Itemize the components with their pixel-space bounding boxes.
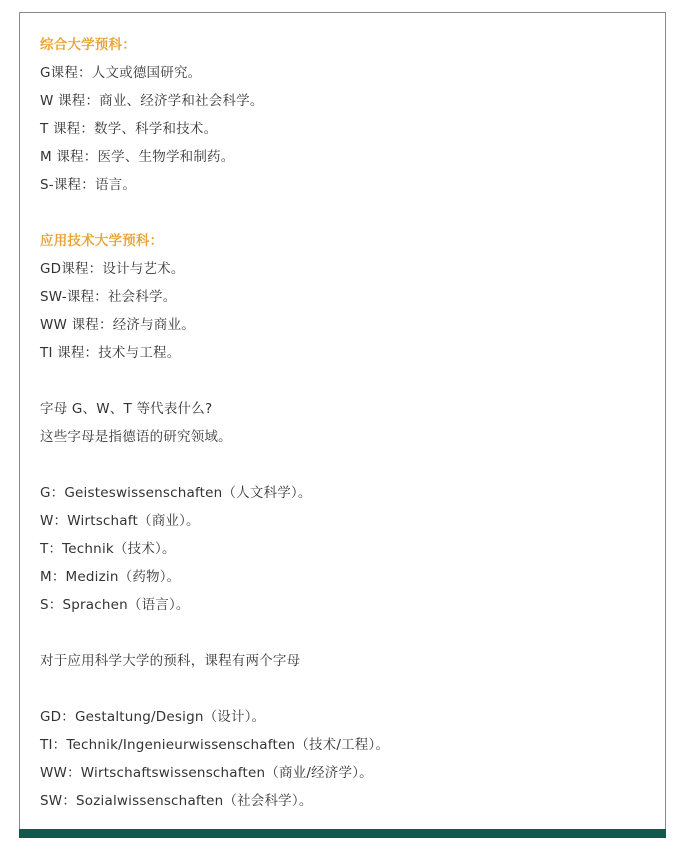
course-item-g: G课程：人文或德国研究。 [40, 65, 202, 81]
course-item-s: S-课程：语言。 [40, 177, 137, 193]
spacer [40, 199, 650, 227]
question-text: 字母 G、W、T 等代表什么? [40, 401, 213, 417]
section-heading-applied-sciences: 应用技术大学预科： [40, 233, 164, 249]
spacer [40, 451, 650, 479]
letter-definition-ww: WW：Wirtschaftswissenschaften（商业/经济学）。 [40, 765, 373, 781]
course-item-sw: SW-课程：社会科学。 [40, 289, 177, 305]
letter-definition-g: G：Geisteswissenschaften（人文科学）。 [40, 485, 312, 501]
answer-text: 这些字母是指德语的研究领域。 [40, 429, 232, 445]
course-item-gd: GD课程：设计与艺术。 [40, 261, 185, 277]
letter-definition-gd: GD：Gestaltung/Design（设计）。 [40, 709, 266, 725]
article-content [40, 31, 650, 815]
letter-definition-sw: SW：Sozialwissenschaften（社会科学）。 [40, 793, 313, 809]
course-item-ti: TI 课程：技术与工程。 [40, 345, 181, 361]
course-item-t: T 课程：数学、科学和技术。 [40, 121, 218, 137]
section-heading-university: 综合大学预科： [40, 37, 136, 53]
applied-sciences-note: 对于应用科学大学的预科，课程有两个字母 [40, 653, 301, 669]
letter-definition-s: S：Sprachen（语言）。 [40, 597, 190, 613]
letter-definition-w: W：Wirtschaft（商业）。 [40, 513, 200, 529]
spacer [40, 675, 650, 703]
letter-definition-m: M：Medizin（药物）。 [40, 569, 181, 585]
spacer [40, 367, 650, 395]
footer-bar [19, 829, 666, 838]
article-card [19, 12, 666, 830]
letter-definition-t: T：Technik（技术）。 [40, 541, 176, 557]
spacer [40, 619, 650, 647]
course-item-ww: WW 课程：经济与商业。 [40, 317, 195, 333]
course-item-w: W 课程：商业、经济学和社会科学。 [40, 93, 264, 109]
letter-definition-ti: TI：Technik/Ingenieurwissenschaften（技术/工程）。 [40, 737, 390, 753]
course-item-m: M 课程：医学、生物学和制药。 [40, 149, 235, 165]
